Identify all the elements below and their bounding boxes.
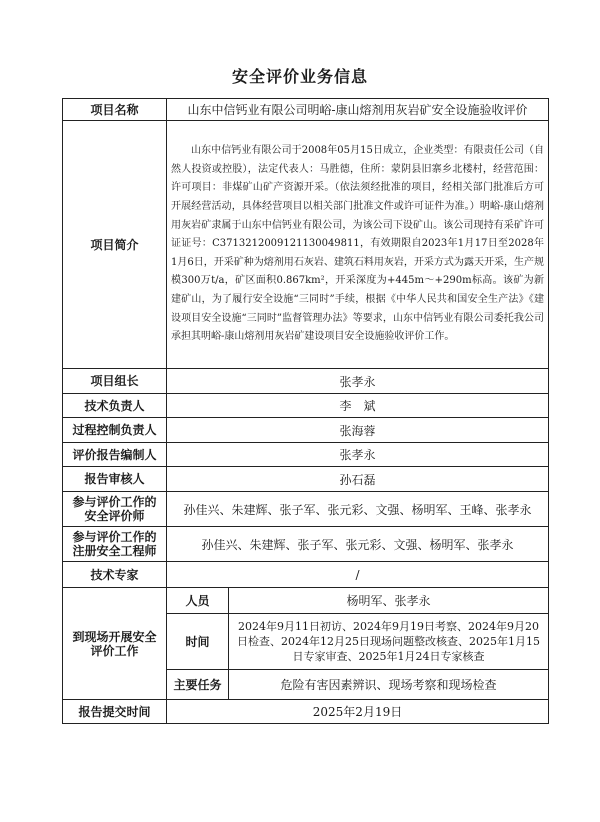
safety-evaluators-value: 孙佳兴、朱建辉、张子军、张元彩、文强、杨明军、王峰、张孝永: [167, 492, 549, 527]
tech-expert-label: 技术专家: [63, 562, 167, 588]
row-project-intro: [63, 121, 549, 369]
onsite-task-label: 主要任务: [167, 670, 229, 700]
report-author-value: 张孝永: [167, 443, 549, 467]
project-name-label: 项目名称: [63, 99, 167, 121]
project-name-value: 山东中信钙业有限公司明峪-康山熔剂用灰岩矿安全设施验收评价: [167, 99, 549, 121]
process-control-label: 过程控制负责人: [63, 418, 167, 443]
report-reviewer-label: 报告审核人: [63, 467, 167, 492]
team-leader-value: 张孝永: [167, 369, 549, 394]
submit-time-label: 报告提交时间: [63, 700, 167, 724]
onsite-label: 到现场开展安全评价工作: [63, 588, 167, 700]
row-onsite-personnel: [63, 588, 549, 614]
row-tech-lead: [63, 394, 549, 418]
document-title: 安全评价业务信息: [231, 67, 368, 86]
row-safety-engineers: [63, 527, 549, 562]
row-report-reviewer: [63, 467, 549, 492]
submit-time-value: 2025年2月19日: [167, 700, 549, 724]
tech-lead-label: 技术负责人: [63, 394, 167, 418]
safety-evaluators-label: 参与评价工作的安全评价师: [63, 492, 167, 527]
report-reviewer-value: 孙石磊: [167, 467, 549, 492]
row-submit-time: [63, 700, 549, 724]
onsite-personnel-value: 杨明军、张孝永: [229, 588, 549, 614]
safety-engineers-label: 参与评价工作的注册安全工程师: [63, 527, 167, 562]
row-process-control: [63, 418, 549, 443]
tech-expert-value: /: [167, 562, 549, 588]
onsite-time-label: 时间: [167, 614, 229, 670]
onsite-time-value: 2024年9月11日初访、2024年9月19日考察、2024年9月20日检查、2024年12月25日现场问题整改核查、2025年1月15日专家审查、2025年1月24日专家核查: [229, 614, 549, 670]
onsite-task-value: 危险有害因素辨识、现场考察和现场检查: [229, 670, 549, 700]
team-leader-label: 项目组长: [63, 369, 167, 394]
row-team-leader: [63, 369, 549, 394]
project-intro-label: 项目简介: [63, 121, 167, 369]
project-intro-value: 山东中信钙业有限公司于2008年05月15日成立，企业类型：有限责任公司（自然人投资或控股），法定代表人：马胜德，住所：蒙阴县旧寨乡北楼村，经营范围：许可项目：非煤矿山矿产资源开采。（依法须经批准的项目，经相关部门批准后方可开展经营活动，具体经营项目以相关部门批准文件或许可证件为准。）明峪-康山熔剂用灰岩矿隶属于山东中信钙业有限公司，为该公司下设矿山。该公司现持有采矿许可证证号：C3713212009121130049811，有效期限自2023年1月17日至2028年1月6日，开采矿种为熔剂用石灰岩、建筑石料用灰岩，开采方式为露天开采，生产规模300万t/a，矿区面积0.867km²，开采深度为+445m～+290m标高。该矿为新建矿山，为了履行安全设施“三同时”手续，根据《中华人民共和国安全生产法》《建设项目安全设施“三同时”监督管理办法》等要求，山东中信钙业有限公司委托我公司承担其明峪-康山熔剂用灰岩矿建设项目安全设施验收评价工作。: [167, 121, 549, 369]
safety-engineers-value: 孙佳兴、朱建辉、张子军、张元彩、文强、杨明军、张孝永: [167, 527, 549, 562]
row-safety-evaluators: [63, 492, 549, 527]
row-project-name: [63, 99, 549, 121]
onsite-personnel-label: 人员: [167, 588, 229, 614]
row-tech-expert: [63, 562, 549, 588]
tech-lead-value: 李 斌: [167, 394, 549, 418]
report-author-label: 评价报告编制人: [63, 443, 167, 467]
process-control-value: 张海蓉: [167, 418, 549, 443]
info-table: [62, 98, 549, 724]
row-report-author: [63, 443, 549, 467]
